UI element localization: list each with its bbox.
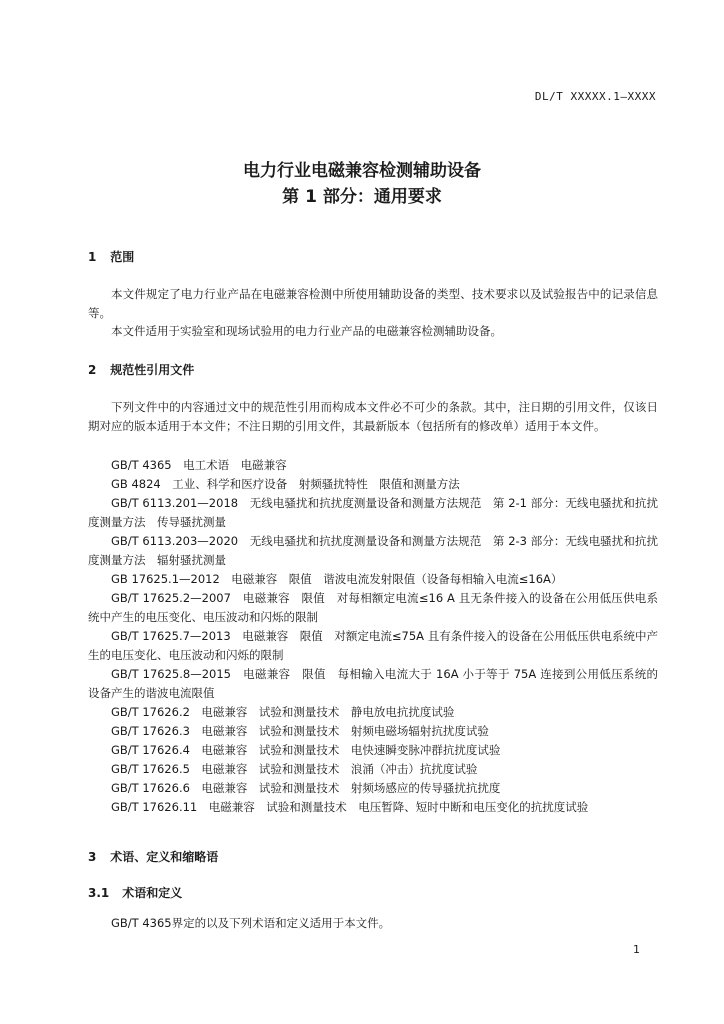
section-number: 1 — [88, 250, 97, 264]
title-line-1: 电力行业电磁兼容检测辅助设备 — [243, 161, 481, 181]
reference-item: GB/T 17625.7—2013 电磁兼容 限值 对额定电流≤75A 且有条件接入的设备在公用低压供电系统中产生的电压变化、电压波动和闪烁的限制 — [88, 629, 658, 662]
section-title: 术语、定义和缩略语 — [110, 850, 219, 864]
reference-item: GB/T 17626.5 电磁兼容 试验和测量技术 浪涌（冲击）抗扰度试验 — [111, 762, 478, 776]
section-2-intro: 下列文件中的内容通过文中的规范性引用而构成本文件必不可少的条款。其中，注日期的引用文件，仅该日期对应的版本适用于本文件；不注日期的引用文件，其最新版本（包括所有的修改单）适用于本文件。 — [88, 400, 658, 433]
title-line-2: 第 1 部分：通用要求 — [282, 187, 442, 207]
reference-item: GB/T 17626.6 电磁兼容 试验和测量技术 射频场感应的传导骚扰抗扰度 — [111, 781, 501, 795]
section-title: 规范性引用文件 — [110, 363, 195, 377]
section-1-heading — [88, 248, 134, 265]
reference-item: GB/T 4365 电工术语 电磁兼容 — [111, 458, 287, 472]
section-number: 3 — [88, 850, 97, 864]
section-1-paragraph-1: 本文件规定了电力行业产品在电磁兼容检测中所使用辅助设备的类型、技术要求以及试验报告中的记录信息等。 — [88, 287, 658, 320]
section-number: 2 — [88, 363, 97, 377]
section-3-1-paragraph: GB/T 4365界定的以及下列术语和定义适用于本文件。 — [111, 916, 391, 930]
reference-item: GB/T 17626.11 电磁兼容 试验和测量技术 电压暂降、短时中断和电压变化的抗扰度试验 — [111, 800, 589, 814]
reference-item: GB 4824 工业、科学和医疗设备 射频骚扰特性 限值和测量方法 — [111, 477, 460, 491]
page-number: 1 — [633, 943, 640, 956]
section-title: 范围 — [110, 250, 135, 264]
reference-item: GB/T 17626.3 电磁兼容 试验和测量技术 射频电磁场辐射抗扰度试验 — [111, 724, 489, 738]
normative-references-list — [88, 456, 658, 817]
subsection-number: 3.1 — [88, 886, 110, 900]
reference-item: GB/T 17626.4 电磁兼容 试验和测量技术 电快速瞬变脉冲群抗扰度试验 — [111, 743, 501, 757]
document-title — [0, 158, 724, 210]
section-3-1-heading — [88, 884, 182, 901]
reference-item: GB/T 6113.201—2018 无线电骚扰和抗扰度测量设备和测量方法规范 第 2-1 部分：无线电骚扰和抗扰度测量方法 传导骚扰测量 — [88, 496, 658, 529]
reference-item: GB/T 17625.2—2007 电磁兼容 限值 对每相额定电流≤16 A 且无条件接入的设备在公用低压供电系统中产生的电压变化、电压波动和闪烁的限制 — [88, 591, 658, 624]
reference-item: GB/T 6113.203—2020 无线电骚扰和抗扰度测量设备和测量方法规范 第 2-3 部分：无线电骚扰和抗扰度测量方法 辐射骚扰测量 — [88, 534, 658, 567]
reference-item: GB/T 17625.8—2015 电磁兼容 限值 每相输入电流大于 16A 小于等于 75A 连接到公用低压系统的设备产生的谐波电流限值 — [88, 667, 658, 700]
subsection-title: 术语和定义 — [122, 886, 183, 900]
section-2-heading — [88, 361, 194, 378]
section-3-heading — [88, 848, 218, 865]
section-1-paragraph-2: 本文件适用于实验室和现场试验用的电力行业产品的电磁兼容检测辅助设备。 — [111, 324, 502, 338]
reference-item: GB 17625.1—2012 电磁兼容 限值 谐波电流发射限值（设备每相输入电流≤16A） — [111, 572, 563, 586]
document-code: DL/T XXXXX.1—XXXX — [534, 90, 656, 103]
reference-item: GB/T 17626.2 电磁兼容 试验和测量技术 静电放电抗扰度试验 — [111, 705, 455, 719]
